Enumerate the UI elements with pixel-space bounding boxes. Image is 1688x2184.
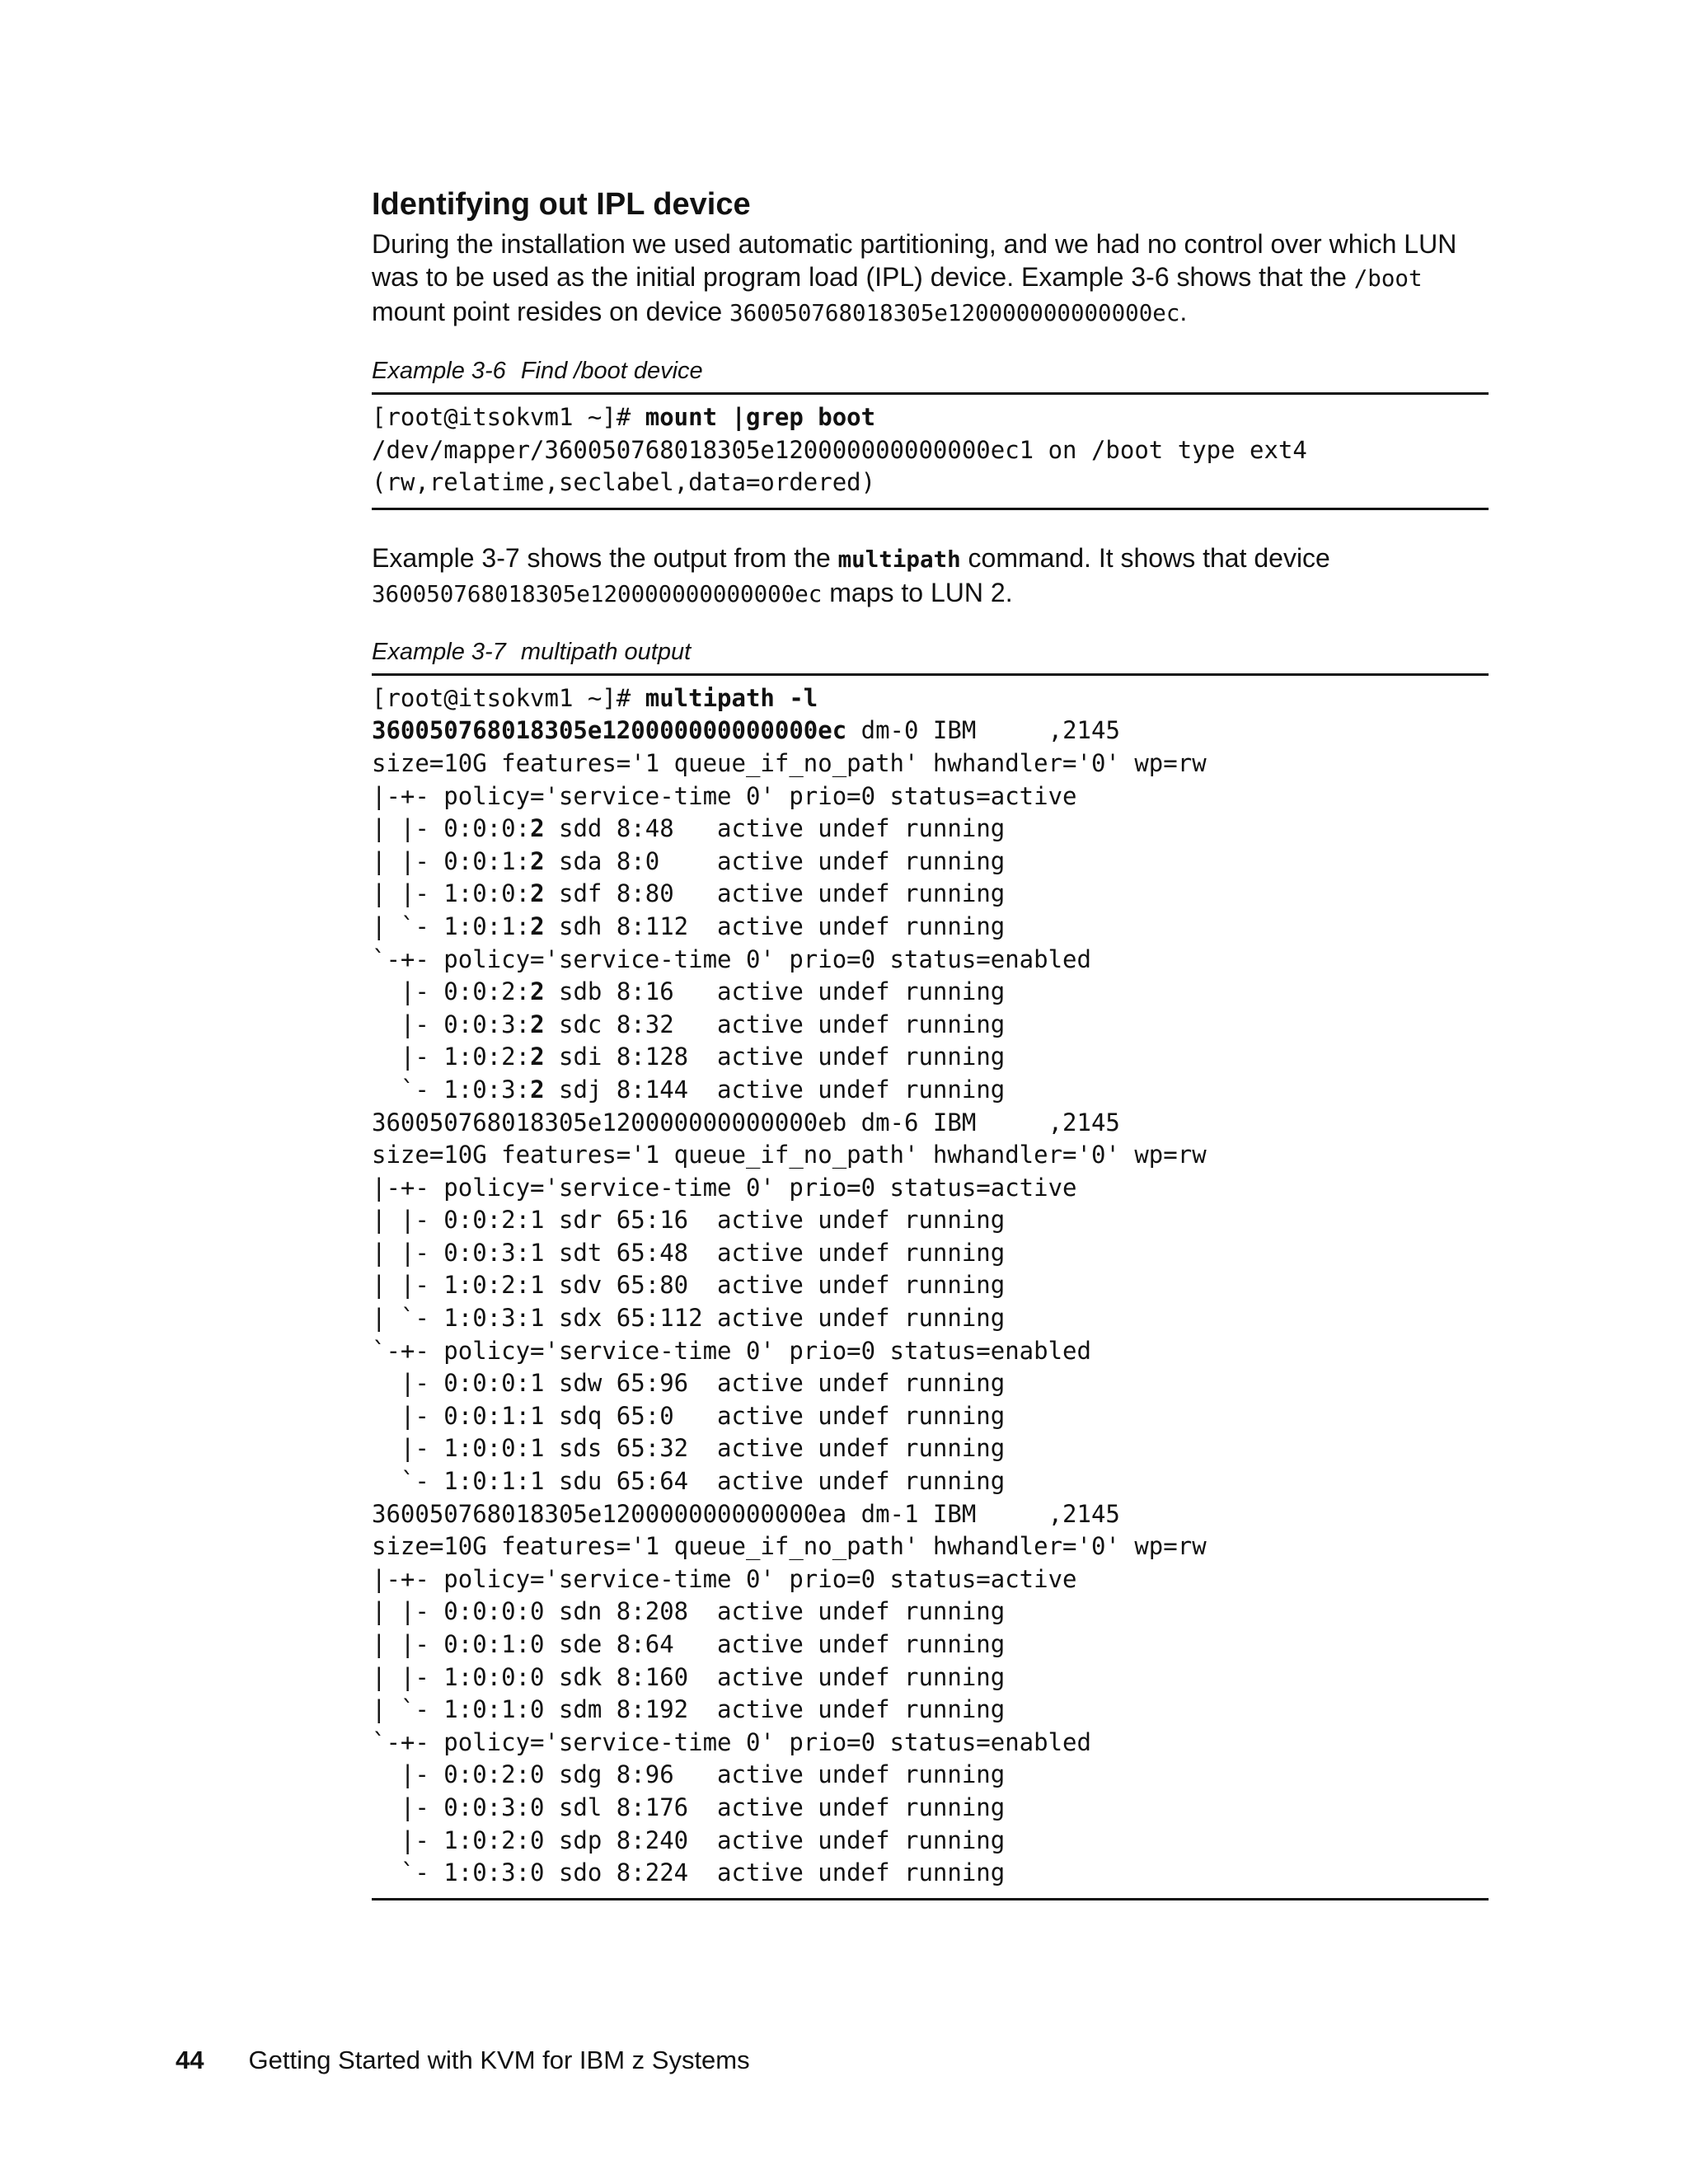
code-line (372, 1759, 1489, 1792)
code-line (372, 1563, 1489, 1596)
code-segment: /dev/mapper/360050768018305e120000000000000ec1 on /boot type ext4 (372, 435, 1307, 464)
code-line (372, 1596, 1489, 1629)
code-segment: (rw,relatime,seclabel,data=ordered) (372, 468, 876, 497)
code-line (372, 1432, 1489, 1465)
code-segment: |- 0:0:3:0 sdl 8:176 active undef running (372, 1793, 1006, 1821)
code-line (372, 434, 1489, 467)
code-line (372, 1269, 1489, 1302)
code-segment: | |- 0:0:0: (372, 814, 531, 843)
code-segment: | |- 1:0:0: (372, 879, 531, 908)
intro-text-3: . (1179, 297, 1188, 326)
code-line (372, 911, 1489, 944)
code-line (372, 1302, 1489, 1335)
code-segment: | `- 1:0:1:0 sdm 8:192 active undef running (372, 1695, 1006, 1724)
code-line (372, 813, 1489, 846)
code-segment: `-+- policy='service-time 0' prio=0 status=enabled (372, 1727, 1091, 1756)
code-segment: | |- 0:0:1: (372, 846, 531, 875)
page-footer (176, 2044, 750, 2077)
code-line (372, 1041, 1489, 1074)
middle-text-3: maps to LUN 2. (822, 577, 1013, 607)
code-segment: | |- 0:0:0:0 sdn 8:208 active undef running (372, 1597, 1006, 1626)
intro-paragraph (372, 227, 1489, 330)
code-line (372, 780, 1489, 813)
code-line (372, 401, 1489, 434)
example-3-7-title: multipath output (520, 638, 692, 665)
code-segment: |- 1:0:2: (372, 1043, 531, 1071)
example-3-6-number: Example 3-6 (372, 358, 506, 384)
code-segment: sdj 8:144 active undef running (544, 1075, 1006, 1104)
code-segment: 2 (530, 977, 545, 1006)
code-line (372, 1074, 1489, 1107)
code-line (372, 1204, 1489, 1237)
code-line (372, 1367, 1489, 1400)
section-heading: Identifying out IPL device (372, 187, 751, 222)
middle-paragraph (372, 541, 1489, 611)
code-segment: multipath -l (645, 683, 818, 712)
code-segment: |- 0:0:2:0 sdg 8:96 active undef running (372, 1760, 1006, 1789)
code-line (372, 1694, 1489, 1727)
page-content (372, 185, 1489, 1900)
code-line (372, 1107, 1489, 1140)
code-segment: `- 1:0:3: (372, 1075, 531, 1104)
code-segment: sda 8:0 active undef running (544, 846, 1006, 875)
example-3-7-number: Example 3-7 (372, 638, 506, 665)
code-segment: | |- 0:0:1:0 sde 8:64 active undef running (372, 1630, 1006, 1658)
code-line (372, 1727, 1489, 1760)
code-line (372, 1661, 1489, 1694)
code-segment: sdf 8:80 active undef running (544, 879, 1006, 908)
code-line (372, 976, 1489, 1009)
code-segment: `-+- policy='service-time 0' prio=0 status=enabled (372, 944, 1091, 973)
book-title: Getting Started with KVM for IBM z Systems (248, 2046, 750, 2074)
code-line (372, 1498, 1489, 1531)
code-segment: sdc 8:32 active undef running (544, 1010, 1006, 1038)
middle-text-1: Example 3-7 shows the output from the (372, 542, 838, 573)
code-segment: 2 (530, 912, 545, 940)
code-line (372, 1009, 1489, 1042)
code-segment: |- 0:0:1:1 sdq 65:0 active undef running (372, 1401, 1006, 1430)
code-segment: | |- 1:0:0:0 sdk 8:160 active undef running (372, 1662, 1006, 1691)
code-segment: `- 1:0:3:0 sdo 8:224 active undef running (372, 1858, 1006, 1887)
code-segment: 360050768018305e120000000000000ea dm-1 IBM ,2145 (372, 1499, 1120, 1528)
example-3-7-code-block (372, 673, 1489, 1900)
code-line (372, 682, 1489, 715)
middle-code-device: 360050768018305e120000000000000ec (372, 580, 823, 607)
code-line (372, 748, 1489, 780)
code-segment: |- 0:0:2: (372, 977, 531, 1006)
code-segment: 360050768018305e120000000000000ec (372, 716, 847, 745)
code-segment: | `- 1:0:3:1 sdx 65:112 active undef running (372, 1304, 1006, 1333)
code-segment: | `- 1:0:1: (372, 912, 531, 940)
code-segment: sdh 8:112 active undef running (544, 912, 1006, 940)
code-segment: |- 0:0:3: (372, 1010, 531, 1038)
code-segment: 2 (530, 814, 545, 843)
code-segment: |- 0:0:0:1 sdw 65:96 active undef running (372, 1369, 1006, 1398)
code-line (372, 1237, 1489, 1270)
code-line (372, 466, 1489, 499)
code-segment: | |- 0:0:2:1 sdr 65:16 active undef running (372, 1206, 1006, 1235)
intro-text-1: During the installation we used automatic partitioning, and we had no control over which LUN was to be used as the initial program load (IPL) device. Example 3-6 shows that the (372, 229, 1457, 292)
code-segment: 2 (530, 846, 545, 875)
example-3-6-caption (372, 356, 1489, 386)
code-segment: [root@itsokvm1 ~]# (372, 683, 645, 712)
code-segment: [root@itsokvm1 ~]# (372, 403, 645, 431)
example-3-6-title: Find /boot device (520, 358, 703, 384)
code-line (372, 1530, 1489, 1563)
code-line (372, 878, 1489, 911)
code-segment: dm-0 IBM ,2145 (846, 716, 1120, 745)
code-segment: size=10G features='1 queue_if_no_path' hwhandler='0' wp=rw (372, 1532, 1207, 1561)
middle-code-multipath: multipath (837, 546, 961, 573)
code-segment: 2 (530, 1075, 545, 1104)
code-segment: 2 (530, 1010, 545, 1038)
code-segment: |- 1:0:2:0 sdp 8:240 active undef running (372, 1825, 1006, 1854)
code-segment: mount |grep boot (645, 403, 876, 431)
code-segment: `- 1:0:1:1 sdu 65:64 active undef running (372, 1467, 1006, 1496)
code-segment: `-+- policy='service-time 0' prio=0 status=enabled (372, 1336, 1091, 1365)
code-line (372, 715, 1489, 748)
code-line (372, 1172, 1489, 1205)
code-line (372, 944, 1489, 977)
code-line (372, 1465, 1489, 1498)
intro-code-boot: /boot (1353, 265, 1423, 292)
code-line (372, 1400, 1489, 1433)
code-line (372, 1139, 1489, 1172)
example-3-6-code-block (372, 392, 1489, 510)
middle-text-2: command. It shows that device (960, 542, 1330, 573)
code-line (372, 1335, 1489, 1368)
code-segment: |-+- policy='service-time 0' prio=0 status=active (372, 1564, 1077, 1593)
code-segment: sdi 8:128 active undef running (544, 1043, 1006, 1071)
code-line (372, 1825, 1489, 1858)
code-segment: 2 (530, 879, 545, 908)
code-segment: 360050768018305e120000000000000eb dm-6 IBM ,2145 (372, 1108, 1120, 1137)
code-segment: sdb 8:16 active undef running (544, 977, 1006, 1006)
code-segment: |-+- policy='service-time 0' prio=0 status=active (372, 1173, 1077, 1202)
code-line (372, 846, 1489, 879)
code-segment: | |- 0:0:3:1 sdt 65:48 active undef running (372, 1238, 1006, 1267)
code-line (372, 1629, 1489, 1661)
code-line (372, 1792, 1489, 1825)
code-segment: |-+- policy='service-time 0' prio=0 status=active (372, 781, 1077, 810)
intro-code-device: 360050768018305e120000000000000ec (729, 300, 1180, 326)
code-segment: size=10G features='1 queue_if_no_path' hwhandler='0' wp=rw (372, 1141, 1207, 1169)
code-segment: | |- 1:0:2:1 sdv 65:80 active undef running (372, 1271, 1006, 1300)
code-segment: size=10G features='1 queue_if_no_path' hwhandler='0' wp=rw (372, 748, 1207, 777)
example-3-7-caption (372, 637, 1489, 667)
code-segment: |- 1:0:0:1 sds 65:32 active undef running (372, 1434, 1006, 1463)
intro-text-2: mount point resides on device (372, 297, 730, 326)
code-segment: sdd 8:48 active undef running (544, 814, 1006, 843)
code-line (372, 1857, 1489, 1890)
page-number: 44 (176, 2046, 204, 2074)
code-segment: 2 (530, 1043, 545, 1071)
